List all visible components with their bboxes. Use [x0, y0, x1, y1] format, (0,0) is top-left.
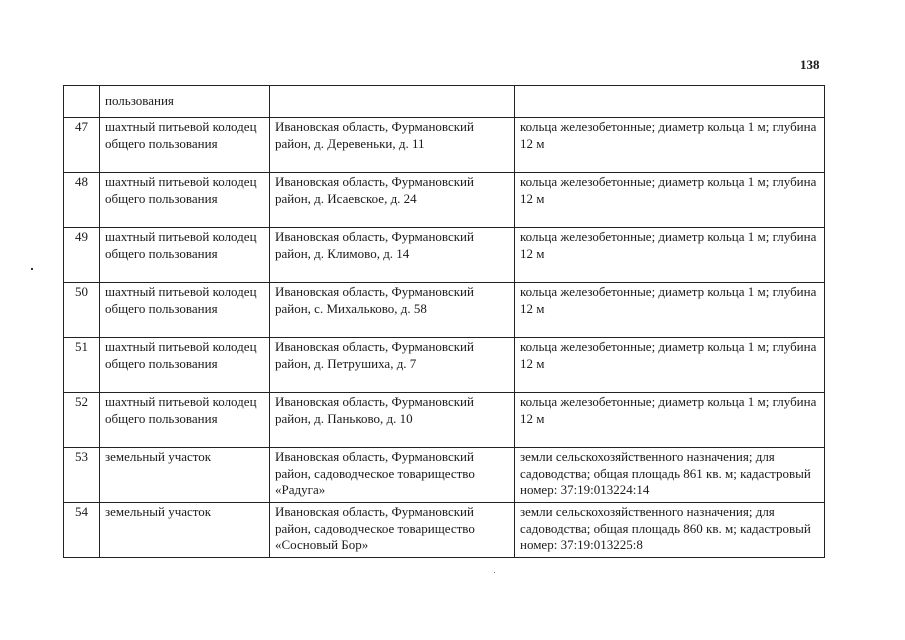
table-row: [64, 228, 825, 283]
table-row: [64, 86, 825, 118]
row-number-cell: 51: [64, 338, 100, 393]
address-cell: Ивановская область, Фурмановский район, д. Исаевское, д. 24: [270, 173, 515, 228]
description-cell: земли сельскохозяйственного назначения; для садоводства; общая площадь 861 кв. м; кадастровый номер: 37:19:013224:14: [515, 448, 825, 503]
scan-speck: [31, 268, 33, 270]
description-cell: кольца железобетонные; диаметр кольца 1 м; глубина 12 м: [515, 283, 825, 338]
row-number-cell: 48: [64, 173, 100, 228]
description-cell: [515, 86, 825, 118]
row-number-cell: 54: [64, 503, 100, 558]
address-cell: Ивановская область, Фурмановский район, садоводческое товарищество «Сосновый Бор»: [270, 503, 515, 558]
object-name-cell: шахтный питьевой колодец общего пользования: [100, 228, 270, 283]
row-number-cell: [64, 86, 100, 118]
address-cell: Ивановская область, Фурмановский район, с. Михальково, д. 58: [270, 283, 515, 338]
object-name-cell: шахтный питьевой колодец общего пользования: [100, 283, 270, 338]
table-row: [64, 338, 825, 393]
address-cell: Ивановская область, Фурмановский район, д. Деревеньки, д. 11: [270, 118, 515, 173]
object-name-cell: шахтный питьевой колодец общего пользования: [100, 393, 270, 448]
table-row: [64, 448, 825, 503]
object-name-cell: земельный участок: [100, 503, 270, 558]
table-row: [64, 173, 825, 228]
object-name-cell: шахтный питьевой колодец общего пользования: [100, 173, 270, 228]
property-registry-table: [63, 85, 825, 558]
row-number-cell: 52: [64, 393, 100, 448]
description-cell: кольца железобетонные; диаметр кольца 1 м; глубина 12 м: [515, 173, 825, 228]
table-row: [64, 283, 825, 338]
row-number-cell: 47: [64, 118, 100, 173]
address-cell: Ивановская область, Фурмановский район, д. Петрушиха, д. 7: [270, 338, 515, 393]
description-cell: кольца железобетонные; диаметр кольца 1 м; глубина 12 м: [515, 228, 825, 283]
table-row: [64, 118, 825, 173]
object-name-cell: шахтный питьевой колодец общего пользования: [100, 338, 270, 393]
description-cell: земли сельскохозяйственного назначения; для садоводства; общая площадь 860 кв. м; кадастровый номер: 37:19:013225:8: [515, 503, 825, 558]
description-cell: кольца железобетонные; диаметр кольца 1 м; глубина 12 м: [515, 118, 825, 173]
address-cell: [270, 86, 515, 118]
table-row: [64, 393, 825, 448]
table-row: [64, 503, 825, 558]
page-number: 138: [800, 57, 820, 72]
object-name-cell: пользования: [100, 86, 270, 118]
row-number-cell: 53: [64, 448, 100, 503]
object-name-cell: шахтный питьевой колодец общего пользования: [100, 118, 270, 173]
scan-speck: [494, 572, 495, 573]
address-cell: Ивановская область, Фурмановский район, д. Климово, д. 14: [270, 228, 515, 283]
description-cell: кольца железобетонные; диаметр кольца 1 м; глубина 12 м: [515, 393, 825, 448]
description-cell: кольца железобетонные; диаметр кольца 1 м; глубина 12 м: [515, 338, 825, 393]
row-number-cell: 50: [64, 283, 100, 338]
address-cell: Ивановская область, Фурмановский район, д. Паньково, д. 10: [270, 393, 515, 448]
row-number-cell: 49: [64, 228, 100, 283]
address-cell: Ивановская область, Фурмановский район, садоводческое товарищество «Радуга»: [270, 448, 515, 503]
object-name-cell: земельный участок: [100, 448, 270, 503]
